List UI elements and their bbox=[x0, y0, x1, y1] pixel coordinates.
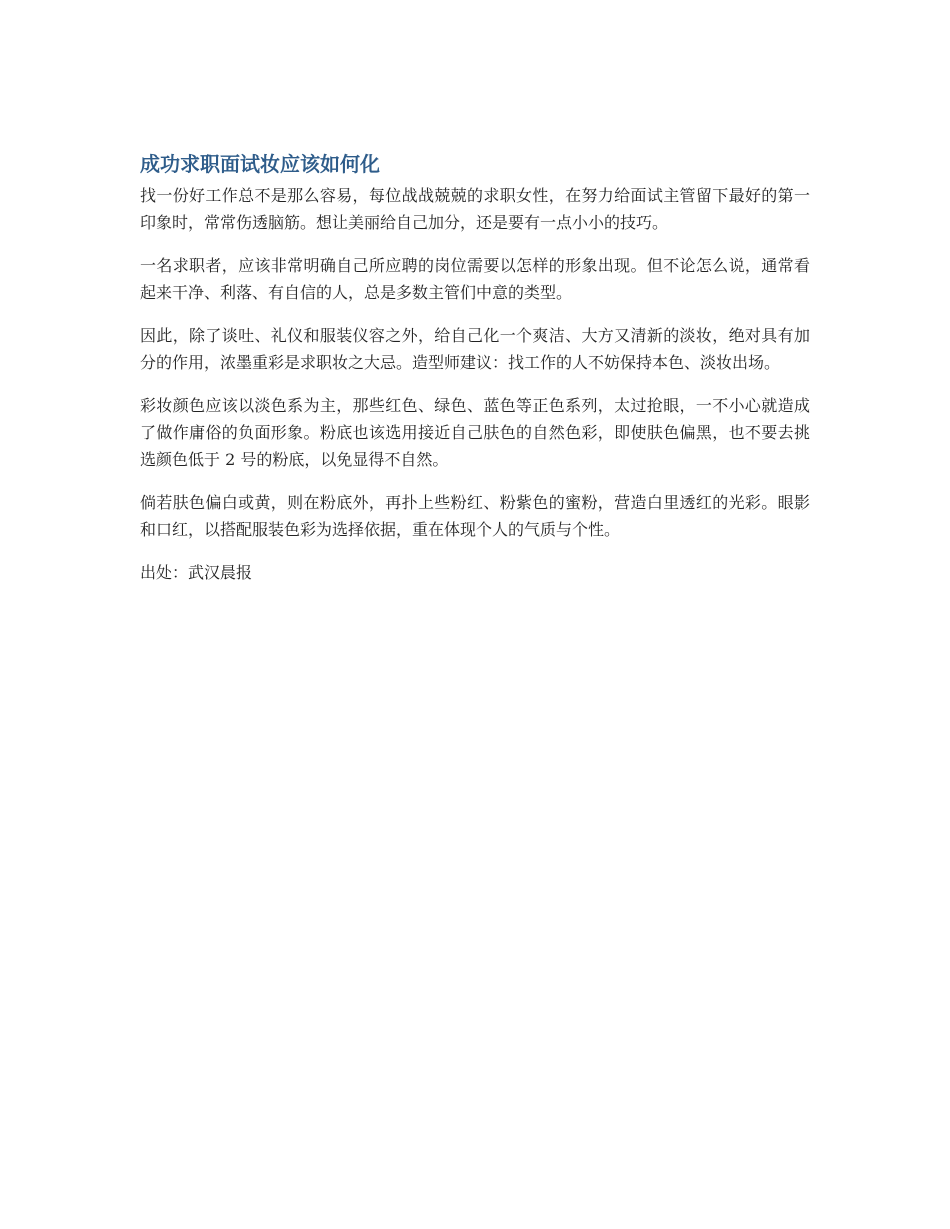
document-page bbox=[140, 150, 810, 586]
source-attribution: 出处：武汉晨报 bbox=[140, 563, 253, 582]
paragraph-3: 因此，除了谈吐、礼仪和服装仪容之外，给自己化一个爽洁、大方又清新的淡妆，绝对具有加分的作用，浓墨重彩是求职妆之大忌。造型师建议：找工作的人不妨保持本色、淡妆出场。 bbox=[140, 326, 810, 372]
paragraph-1: 找一份好工作总不是那么容易，每位战战兢兢的求职女性，在努力给面试主管留下最好的第一印象时，常常伤透脑筋。想让美丽给自己加分，还是要有一点小小的技巧。 bbox=[140, 186, 810, 232]
paragraph-5: 倘若肤色偏白或黄，则在粉底外，再扑上些粉红、粉紫色的蜜粉，营造白里透红的光彩。眼影和口红，以搭配服装色彩为选择依据，重在体现个人的气质与个性。 bbox=[140, 493, 810, 539]
document-title: 成功求职面试妆应该如何化 bbox=[140, 152, 380, 176]
paragraph-2: 一名求职者，应该非常明确自己所应聘的岗位需要以怎样的形象出现。但不论怎么说，通常看起来干净、利落、有自信的人，总是多数主管们中意的类型。 bbox=[140, 256, 810, 302]
paragraph-4: 彩妆颜色应该以淡色系为主，那些红色、绿色、蓝色等正色系列，太过抢眼，一不小心就造成了做作庸俗的负面形象。粉底也该选用接近自己肤色的自然色彩，即使肤色偏黑，也不要去挑选颜色低于 2 号的粉底，以免显得不自然。 bbox=[140, 396, 810, 469]
